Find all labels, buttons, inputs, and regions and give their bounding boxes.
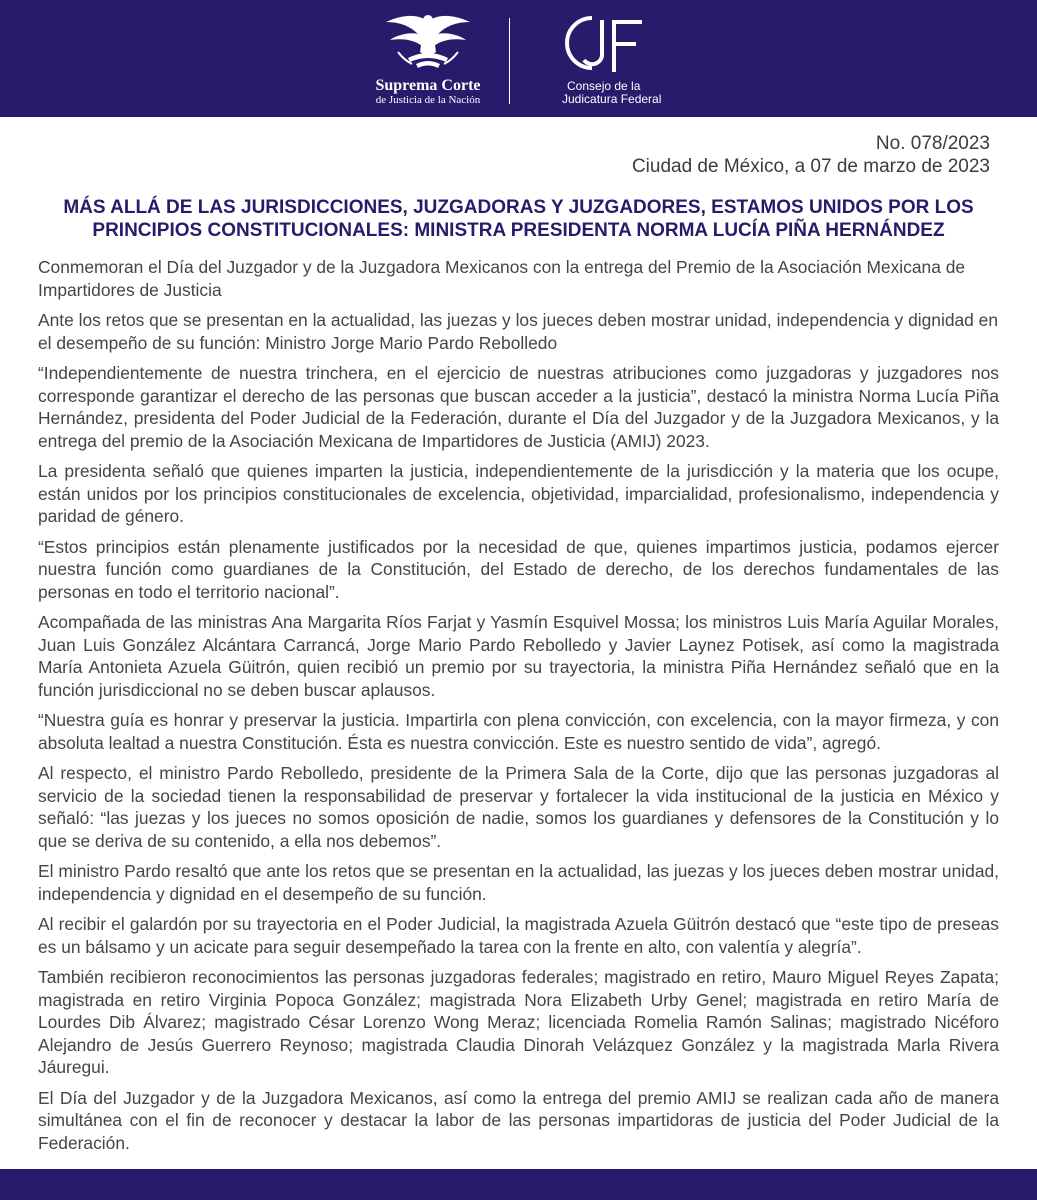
paragraph: “Nuestra guía es honrar y preservar la justicia. Impartirla con plena convicción, con excelencia, con la mayor firmeza, y con absoluta lealtad a nuestra Constitución. Ésta es nuestra convicción. Este es nuestro sentido de vida”, agregó.	[38, 710, 999, 753]
scjn-logo	[372, 8, 484, 110]
headline	[30, 196, 1007, 242]
header-banner	[0, 0, 1037, 117]
cjf-name-line1: Consejo de la	[567, 79, 641, 93]
subtitle: Ante los retos que se presentan en la actualidad, las juezas y los jueces deben mostrar unidad, independencia y dignidad en el desempeño de su función: Ministro Jorge Mario Pardo Rebolledo	[38, 310, 999, 353]
paragraph: “Independientemente de nuestra trinchera, en el ejercicio de nuestras atribuciones como juzgadoras y juzgadores nos corresponde garantizar el derecho de las personas que buscan acceder a la justicia”, destacó la ministra Norma Lucía Piña Hernández, presidenta del Poder Judicial de la Federación, durante el Día del Juzgador y de la Juzgadora Mexicanos, y la entrega del premio de la Asociación Mexicana de Impartidores de Justicia (AMIJ) 2023.	[38, 363, 999, 451]
paragraph: La presidenta señaló que quienes imparten la justicia, independientemente de la jurisdicción y la materia que los ocupe, están unidos por los principios constitucionales de excelencia, objetividad, imparcialidad, profesionalismo, independencia y paridad de género.	[38, 461, 999, 526]
article-body	[38, 256, 999, 1162]
release-number: No. 078/2023	[875, 133, 990, 154]
scjn-subname: de Justicia de la Nación	[375, 94, 481, 106]
paragraph: “Estos principios están plenamente justificados por la necesidad de que, quienes impartimos justicia, podamos ejercer nuestra función como guardianes de la Constitución, del Estado de derecho, de los derechos fundamentales de las personas en todo el territorio nacional”.	[38, 536, 999, 602]
cjf-logo	[548, 8, 688, 110]
cjf-monogram-icon	[558, 10, 650, 80]
place-date: Ciudad de México, a 07 de marzo de 2023	[631, 156, 990, 177]
paragraph: El Día del Juzgador y de la Juzgadora Mexicanos, así como la entrega del premio AMIJ se realizan cada año de manera simultánea con el fin de reconocer y destacar la labor de las personas impartidoras de justicia del Poder Judicial de la Federación.	[38, 1087, 999, 1153]
logo-divider	[509, 18, 510, 104]
paragraph: Al recibir el galardón por su trayectoria en el Poder Judicial, la magistrada Azuela Güitrón destacó que “este tipo de preseas es un bálsamo y un acicate para seguir desempeñado la tarea con la frente en alto, con valentía y alegría”.	[38, 914, 999, 957]
headline-line: MÁS ALLÁ DE LAS JURISDICCIONES, JUZGADORAS Y JUZGADORES, ESTAMOS UNIDOS POR LOS	[63, 197, 974, 218]
eagle-emblem-icon	[378, 8, 478, 74]
paragraph: Acompañada de las ministras Ana Margarita Ríos Farjat y Yasmín Esquivel Mossa; los ministros Luis María Aguilar Morales, Juan Luis González Alcántara Carrancá, Jorge Mario Pardo Rebolledo y Javier Laynez Potisek, así como la magistrada María Antonieta Azuela Güitrón, quien recibió un premio por su trayectoria, la ministra Piña Hernández señaló que en la función jurisdiccional no se deben buscar aplausos.	[38, 612, 999, 700]
footer-banner	[0, 1169, 1037, 1200]
cjf-name-line2: Judicatura Federal	[562, 92, 662, 106]
paragraph: El ministro Pardo resaltó que ante los retos que se presentan en la actualidad, las juezas y los jueces deben mostrar unidad, independencia y dignidad en el desempeño de su función.	[38, 861, 999, 904]
paragraph: Al respecto, el ministro Pardo Rebolledo, presidente de la Primera Sala de la Corte, dijo que las personas juzgadoras al servicio de la sociedad tienen la responsabilidad de preservar y fortalecer la vida institucional de la justicia en México y señaló: “las juezas y los jueces no somos oposición de nadie, somos los guardianes y defensores de la Constitución y lo que se deriva de su contenido, a ella nos debemos”.	[38, 763, 999, 851]
headline-line: PRINCIPIOS CONSTITUCIONALES: MINISTRA PRESIDENTA NORMA LUCÍA PIÑA HERNÁNDEZ	[92, 220, 945, 241]
scjn-name: Suprema Corte	[375, 77, 481, 94]
subtitle: Conmemoran el Día del Juzgador y de la Juzgadora Mexicanos con la entrega del Premio de la Asociación Mexicana de Impartidores de Justicia	[38, 257, 966, 300]
document-meta	[632, 132, 990, 178]
paragraph: También recibieron reconocimientos las personas juzgadoras federales; magistrado en retiro, Mauro Miguel Reyes Zapata; magistrada en retiro Virginia Popoca González; magistrada Nora Elizabeth Urby Genel; magistrada en retiro María de Lourdes Dib Álvarez; magistrado César Lorenzo Wong Meraz; licenciada Romelia Ramón Salinas; magistrado Nicéforo Alejandro de Jesús Guerrero Reynoso; magistrada Claudia Dinorah Velázquez González y la magistrada Marla Rivera Jáuregui.	[38, 967, 999, 1077]
